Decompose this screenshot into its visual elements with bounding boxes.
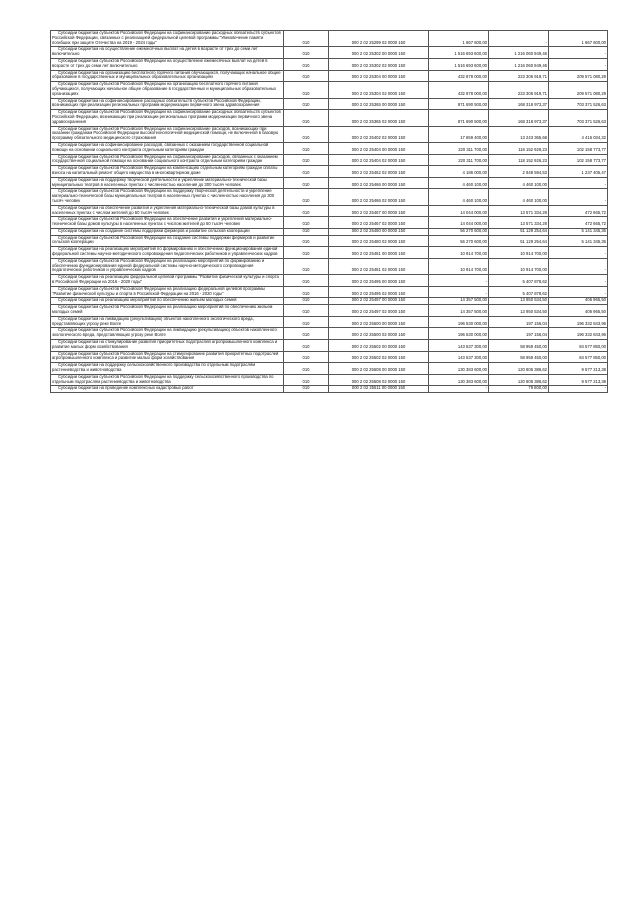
row-kbk-cell: 000 2 02 25467 02 0000 150: [329, 217, 429, 229]
table-row: [51, 58, 608, 70]
row-executed-cell: 1 216 060 949,46: [489, 58, 549, 70]
row-plan-cell: 4 460 100,00: [429, 177, 489, 189]
row-executed-cell: 1 216 060 949,46: [489, 47, 549, 59]
row-executed-cell: 4 460 100,00: [489, 177, 549, 189]
row-code-cell: 010: [284, 189, 329, 205]
row-plan-cell: 143 537 300,00: [429, 351, 489, 363]
row-plan-cell: 1 667 600,00: [429, 31, 489, 47]
row-executed-cell: 120 806 386,62: [489, 374, 549, 386]
row-name-cell: Субсидии бюджетам субъектов Российской Федерации на обеспечение развития и укрепления материально-технической базы домов культуры в населенных пунктах с числом жителей до 50 тысяч человек: [51, 217, 284, 229]
row-code-cell: 010: [284, 286, 329, 298]
row-executed-cell: 79 800,00: [489, 386, 549, 393]
table-row: [51, 275, 608, 287]
row-plan-cell: 432 878 000,00: [429, 70, 489, 82]
row-remaining-cell: -: [549, 258, 608, 274]
row-executed-cell: 10 914 700,00: [489, 258, 549, 274]
row-executed-cell: 197 156,04: [489, 328, 549, 340]
row-executed-cell: -: [489, 31, 549, 47]
row-plan-cell: -: [429, 275, 489, 287]
row-code-cell: 010: [284, 166, 329, 178]
row-name-cell: Субсидии бюджетам на стимулирование развития приоритетных подотраслей агропромышленного комплекса и развитие малых форм хозяйствования: [51, 340, 284, 352]
row-remaining-cell: 406 965,50: [549, 305, 608, 317]
table-row: [51, 286, 608, 298]
row-kbk-cell: 000 2 02 25466 02 0000 150: [329, 189, 429, 205]
table-row: [51, 82, 608, 98]
row-name-cell: Субсидии бюджетам на реализацию мероприятий по формированию и обеспечению функционирования единой федеральной системы научно-методического сопровождения педагогических работников и управленческих кадров: [51, 247, 284, 259]
row-code-cell: 010: [284, 374, 329, 386]
table-row: [51, 340, 608, 352]
row-name-cell: Субсидии бюджетам на ликвидацию (рекультивацию) объектов накопленного экологического вреда, представляющих угрозу реке Волге: [51, 316, 284, 328]
row-executed-cell: 5 407 878,62: [489, 275, 549, 287]
row-name-cell: Субсидии бюджетам субъектов Российской Федерации на реализацию мероприятий по формированию и обеспечению функционирования единой федеральной системы научно-методического сопровождения педагогических работников и управленческих кадров: [51, 258, 284, 274]
row-remaining-cell: 209 571 080,29: [549, 82, 608, 98]
row-name-cell: Субсидии бюджетам на софинансирование расходов, связанных с оказанием государственной социальной помощи на основании социального контракта отдельным категориям граждан: [51, 142, 284, 154]
row-code-cell: 010: [284, 340, 329, 352]
row-plan-cell: 14 044 000,00: [429, 217, 489, 229]
row-remaining-cell: 4 416 034,32: [549, 126, 608, 142]
row-executed-cell: 13 571 334,28: [489, 205, 549, 217]
row-executed-cell: 118 152 926,23: [489, 154, 549, 166]
row-plan-cell: 14 044 000,00: [429, 205, 489, 217]
table-row: [51, 98, 608, 110]
row-executed-cell: 223 306 919,71: [489, 70, 549, 82]
row-code-cell: 010: [284, 110, 329, 126]
row-code-cell: 010: [284, 47, 329, 59]
table-row: [51, 235, 608, 247]
row-plan-cell: 56 270 600,00: [429, 228, 489, 235]
row-kbk-cell: 000 2 02 25404 00 0000 150: [329, 142, 429, 154]
row-kbk-cell: 000 2 02 25304 00 0000 150: [329, 70, 429, 82]
row-name-cell: Субсидии бюджетам субъектов Российской Федерации на реализацию мероприятий по обеспечению жильем молодых семей: [51, 305, 284, 317]
row-name-cell: Субсидии бюджетам субъектов Российской Федерации на организацию бесплатного горячего питания обучающихся, получающих начальное общее образование в государственных и муниципальных образовательных организациях: [51, 82, 284, 98]
row-kbk-cell: 000 2 02 25304 02 0000 150: [329, 82, 429, 98]
row-remaining-cell: -: [549, 386, 608, 393]
row-kbk-cell: 000 2 02 25497 02 0000 150: [329, 305, 429, 317]
row-plan-cell: 196 530 000,00: [429, 316, 489, 328]
table-row: [51, 142, 608, 154]
row-kbk-cell: 000 2 02 25497 00 0000 150: [329, 298, 429, 305]
table-row: [51, 154, 608, 166]
row-executed-cell: 118 152 926,23: [489, 142, 549, 154]
table-row: [51, 298, 608, 305]
row-kbk-cell: 000 2 02 25467 00 0000 150: [329, 205, 429, 217]
row-remaining-cell: 196 332 843,96: [549, 328, 608, 340]
row-remaining-cell: 9 577 213,38: [549, 374, 608, 386]
row-executed-cell: 5 407 878,62: [489, 286, 549, 298]
row-name-cell: Субсидии бюджетам на обеспечение развития и укрепления материально-технической базы домов культуры в населенных пунктах с числом жителей до 50 тысяч человек: [51, 205, 284, 217]
budget-report-sheet: [50, 30, 607, 393]
row-executed-cell: 120 806 386,62: [489, 363, 549, 375]
row-remaining-cell: 472 665,72: [549, 205, 608, 217]
row-plan-cell: 10 914 700,00: [429, 247, 489, 259]
row-kbk-cell: 000 2 02 25495 00 0000 150: [329, 275, 429, 287]
row-code-cell: 010: [284, 142, 329, 154]
row-code-cell: 010: [284, 316, 329, 328]
row-executed-cell: 58 959 450,00: [489, 340, 549, 352]
row-plan-cell: 1 516 693 600,00: [429, 47, 489, 59]
budget-table-body: [51, 31, 608, 393]
row-plan-cell: 4 460 100,00: [429, 189, 489, 205]
row-code-cell: 010: [284, 386, 329, 393]
row-code-cell: 010: [284, 275, 329, 287]
row-plan-cell: 56 270 600,00: [429, 235, 489, 247]
table-row: [51, 328, 608, 340]
row-name-cell: Субсидии бюджетам субъектов Российской Федерации на поддержку сельскохозяйственного производства по отдельным подотраслям растениеводства и животноводства: [51, 374, 284, 386]
row-kbk-cell: 000 2 02 25299 02 0000 150: [329, 31, 429, 47]
row-executed-cell: 13 950 534,50: [489, 305, 549, 317]
row-name-cell: Субсидии бюджетам субъектов Российской Федерации на софинансирование расходов, связанных с оказанием государственной социальной помощи на основании социального контракта отдельным категориям граждан: [51, 154, 284, 166]
row-code-cell: 010: [284, 363, 329, 375]
row-executed-cell: 223 306 919,71: [489, 82, 549, 98]
table-row: [51, 205, 608, 217]
row-kbk-cell: 000 2 02 25500 00 0000 150: [329, 316, 429, 328]
row-kbk-cell: 000 2 02 25508 02 0000 150: [329, 374, 429, 386]
row-code-cell: 010: [284, 235, 329, 247]
row-name-cell: Субсидии бюджетам на проведение комплексных кадастровых работ: [51, 386, 284, 393]
row-remaining-cell: 703 371 526,63: [549, 98, 608, 110]
table-row: [51, 316, 608, 328]
row-kbk-cell: 000 2 02 25402 02 0000 150: [329, 126, 429, 142]
row-plan-cell: -: [429, 386, 489, 393]
row-code-cell: 010: [284, 98, 329, 110]
row-name-cell: Субсидии бюджетам на осуществление ежемесячных выплат на детей в возрасте от трех до семи лет включительно: [51, 47, 284, 59]
row-code-cell: 010: [284, 217, 329, 229]
row-kbk-cell: 000 2 02 25404 02 0000 150: [329, 154, 429, 166]
row-code-cell: 010: [284, 258, 329, 274]
row-executed-cell: 168 318 973,37: [489, 98, 549, 110]
row-name-cell: Субсидии бюджетам субъектов Российской Федерации на создание системы поддержки фермеров и развитие сельской кооперации: [51, 235, 284, 247]
row-remaining-cell: 406 965,50: [549, 298, 608, 305]
row-remaining-cell: 102 158 773,77: [549, 154, 608, 166]
row-remaining-cell: 472 665,72: [549, 217, 608, 229]
table-row: [51, 189, 608, 205]
row-code-cell: 010: [284, 228, 329, 235]
row-code-cell: 010: [284, 298, 329, 305]
row-executed-cell: 2 948 594,53: [489, 166, 549, 178]
row-remaining-cell: 84 577 850,00: [549, 340, 608, 352]
row-plan-cell: 130 383 600,00: [429, 363, 489, 375]
row-plan-cell: 220 311 700,00: [429, 154, 489, 166]
row-name-cell: Субсидии бюджетам субъектов Российской Федерации на ликвидацию (рекультивацию) объектов накопленного экологического вреда, представляющих угрозу реке Волге: [51, 328, 284, 340]
row-remaining-cell: 1 667 600,00: [549, 31, 608, 47]
row-name-cell: Субсидии бюджетам на поддержку творческой деятельности и укрепление материально-технической базы муниципальных театров в населенных пунктах с численностью населения до 300 тысяч человек: [51, 177, 284, 189]
row-plan-cell: 130 383 600,00: [429, 374, 489, 386]
row-remaining-cell: -: [549, 189, 608, 205]
row-kbk-cell: 000 2 02 25365 02 0000 150: [329, 110, 429, 126]
row-remaining-cell: -: [549, 247, 608, 259]
row-remaining-cell: -: [549, 286, 608, 298]
row-remaining-cell: 209 571 080,29: [549, 70, 608, 82]
row-plan-cell: 196 530 000,00: [429, 328, 489, 340]
row-name-cell: Субсидии бюджетам субъектов Российской Федерации на стимулирование развития приоритетных подотраслей агропромышленного комплекса и развитие малых форм хозяйствования: [51, 351, 284, 363]
row-kbk-cell: 000 2 02 25500 02 0000 150: [329, 328, 429, 340]
row-name-cell: Субсидии бюджетам на создание системы поддержки фермеров и развитие сельской кооперации: [51, 228, 284, 235]
row-plan-cell: 1 516 693 600,00: [429, 58, 489, 70]
row-remaining-cell: 703 371 526,63: [549, 110, 608, 126]
row-plan-cell: 871 690 500,00: [429, 98, 489, 110]
row-plan-cell: 432 878 000,00: [429, 82, 489, 98]
row-code-cell: 010: [284, 351, 329, 363]
row-code-cell: 010: [284, 82, 329, 98]
table-row: [51, 363, 608, 375]
row-executed-cell: 51 129 254,64: [489, 228, 549, 235]
row-plan-cell: 10 914 700,00: [429, 258, 489, 274]
table-row: [51, 305, 608, 317]
row-plan-cell: 14 357 500,00: [429, 298, 489, 305]
row-name-cell: Субсидии бюджетам на поддержку сельскохозяйственного производства по отдельным подотраслям растениеводства и животноводства: [51, 363, 284, 375]
row-name-cell: Субсидии бюджетам на софинансирование расходных обязательств субъектов Российской Федерации, возникающих при реализации региональных программ модернизации первичного звена здравоохранения: [51, 98, 284, 110]
row-kbk-cell: 000 2 02 25302 00 0000 150: [329, 47, 429, 59]
row-code-cell: 010: [284, 31, 329, 47]
row-name-cell: Субсидии бюджетам на организацию бесплатного горячего питания обучающихся, получающих начальное общее образование в государственных и муниципальных образовательных организациях: [51, 70, 284, 82]
row-plan-cell: -: [429, 286, 489, 298]
row-kbk-cell: 000 2 02 25462 02 0000 150: [329, 166, 429, 178]
row-remaining-cell: -: [549, 58, 608, 70]
row-name-cell: Субсидии бюджетам субъектов Российской Федерации на софинансирование расходных обязательств субъектов Российской Федерации, возникающих при реализации региональных программ модернизации первичного звена здравоохранения: [51, 110, 284, 126]
row-kbk-cell: 000 2 02 25466 00 0000 150: [329, 177, 429, 189]
row-code-cell: 010: [284, 247, 329, 259]
row-name-cell: Субсидии бюджетам на реализацию мероприятий по обеспечению жильем молодых семей: [51, 298, 284, 305]
row-executed-cell: 51 129 254,64: [489, 235, 549, 247]
table-row: [51, 247, 608, 259]
table-row: [51, 258, 608, 274]
row-executed-cell: 58 959 450,00: [489, 351, 549, 363]
row-remaining-cell: 196 332 843,96: [549, 316, 608, 328]
row-remaining-cell: -: [549, 275, 608, 287]
row-kbk-cell: 000 2 02 25502 02 0000 150: [329, 351, 429, 363]
row-plan-cell: 17 659 400,00: [429, 126, 489, 142]
table-row: [51, 177, 608, 189]
table-row: [51, 126, 608, 142]
row-executed-cell: 10 914 700,00: [489, 247, 549, 259]
row-code-cell: 010: [284, 58, 329, 70]
table-row: [51, 47, 608, 59]
row-kbk-cell: 000 2 02 25481 00 0000 150: [329, 247, 429, 259]
row-plan-cell: 14 357 500,00: [429, 305, 489, 317]
row-plan-cell: 143 537 300,00: [429, 340, 489, 352]
row-kbk-cell: 000 2 02 25480 02 0000 150: [329, 235, 429, 247]
row-remaining-cell: 1 237 405,47: [549, 166, 608, 178]
row-remaining-cell: 5 141 345,36: [549, 235, 608, 247]
row-code-cell: 010: [284, 126, 329, 142]
row-executed-cell: 4 460 100,00: [489, 189, 549, 205]
row-code-cell: 010: [284, 305, 329, 317]
row-name-cell: Субсидии бюджетам субъектов Российской Федерации на софинансирование расходных обязательств субъектов Российской Федерации, связанных с реализацией федеральной целевой программы "Увековечение памяти погибших при защите Отечества на 2019 - 2024 годы": [51, 31, 284, 47]
row-executed-cell: 13 571 334,28: [489, 217, 549, 229]
row-executed-cell: 13 950 534,50: [489, 298, 549, 305]
row-kbk-cell: 000 2 02 25481 02 0000 150: [329, 258, 429, 274]
row-executed-cell: 13 243 365,68: [489, 126, 549, 142]
budget-table: [50, 30, 608, 393]
row-kbk-cell: 000 2 02 25508 00 0000 150: [329, 363, 429, 375]
table-row: [51, 70, 608, 82]
row-code-cell: 010: [284, 70, 329, 82]
table-row: [51, 31, 608, 47]
row-code-cell: 010: [284, 328, 329, 340]
row-remaining-cell: -: [549, 47, 608, 59]
row-code-cell: 010: [284, 154, 329, 166]
table-row: [51, 217, 608, 229]
table-row: [51, 374, 608, 386]
table-row: [51, 110, 608, 126]
row-name-cell: Субсидии бюджетам на реализацию федеральной целевой программы "Развитие физической культуры и спорта в Российской Федерации на 2016 - 2020 годы": [51, 275, 284, 287]
row-name-cell: Субсидии бюджетам субъектов Российской Федерации на софинансирование расходов, возникающих при оказании гражданам Российской Федерации высокотехнологичной медицинской помощи, не включенной в базовую программу обязательного медицинского страхования: [51, 126, 284, 142]
row-name-cell: Субсидии бюджетам субъектов Российской Федерации на компенсацию отдельным категориям граждан оплаты взноса на капитальный ремонт общего имущества в многоквартирном доме: [51, 166, 284, 178]
row-remaining-cell: 102 158 773,77: [549, 142, 608, 154]
row-executed-cell: 197 156,04: [489, 316, 549, 328]
row-remaining-cell: 84 577 850,00: [549, 351, 608, 363]
row-name-cell: Субсидии бюджетам субъектов Российской Федерации на осуществление ежемесячных выплат на детей в возрасте от трех до семи лет включительно: [51, 58, 284, 70]
row-remaining-cell: 5 141 345,36: [549, 228, 608, 235]
row-name-cell: Субсидии бюджетам субъектов Российской Федерации на поддержку творческой деятельности и укрепление материально-технической базы муниципальных театров в населенных пунктах с численностью населения до 300 тысяч человек: [51, 189, 284, 205]
row-remaining-cell: -: [549, 177, 608, 189]
row-plan-cell: 871 690 500,00: [429, 110, 489, 126]
row-kbk-cell: 000 2 02 25502 00 0000 150: [329, 340, 429, 352]
row-kbk-cell: 000 2 02 25511 00 0000 150: [329, 386, 429, 393]
table-row: [51, 386, 608, 393]
row-kbk-cell: 000 2 02 25480 00 0000 150: [329, 228, 429, 235]
row-code-cell: 010: [284, 177, 329, 189]
row-code-cell: 010: [284, 205, 329, 217]
row-kbk-cell: 000 2 02 25365 00 0000 150: [329, 98, 429, 110]
row-plan-cell: 4 186 000,00: [429, 166, 489, 178]
row-executed-cell: 168 318 973,37: [489, 110, 549, 126]
row-remaining-cell: 9 577 213,38: [549, 363, 608, 375]
table-row: [51, 351, 608, 363]
row-kbk-cell: 000 2 02 25302 02 0000 150: [329, 58, 429, 70]
table-row: [51, 228, 608, 235]
row-kbk-cell: 000 2 02 25495 02 0000 150: [329, 286, 429, 298]
row-name-cell: Субсидии бюджетам субъектов Российской Федерации на реализацию федеральной целевой программы "Развитие физической культуры и спорта в Российской Федерации на 2016 - 2020 годы": [51, 286, 284, 298]
row-plan-cell: 220 311 700,00: [429, 142, 489, 154]
table-row: [51, 166, 608, 178]
